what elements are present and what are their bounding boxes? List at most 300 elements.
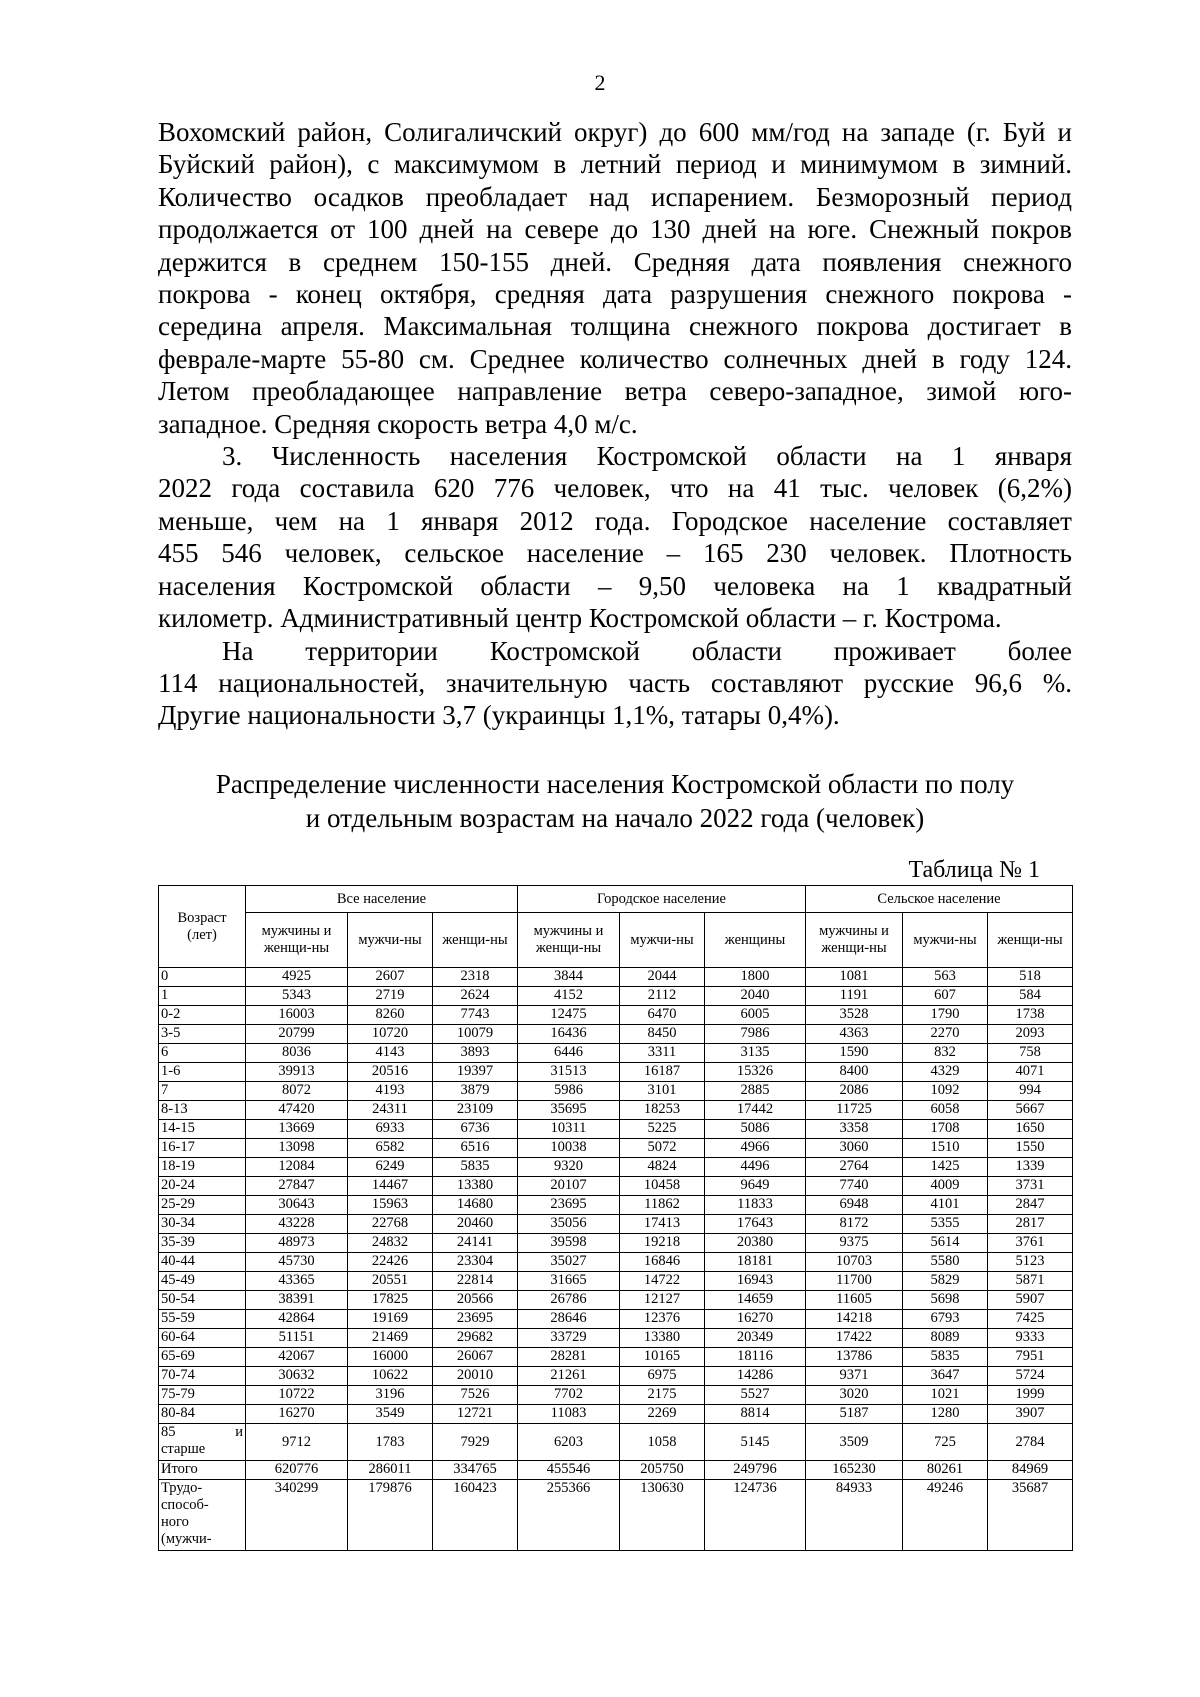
value-cell: 11083 xyxy=(518,1405,620,1424)
value-cell: 3647 xyxy=(903,1367,988,1386)
total-row xyxy=(159,1461,1073,1480)
value-cell: 24311 xyxy=(348,1101,433,1120)
value-cell: 5123 xyxy=(988,1253,1073,1272)
sub-header: мужчины и женщи-ны xyxy=(518,913,620,968)
value-cell: 4496 xyxy=(705,1158,806,1177)
value-cell: 2086 xyxy=(806,1082,903,1101)
value-cell: 3907 xyxy=(988,1405,1073,1424)
value-cell: 20460 xyxy=(433,1215,518,1234)
value-cell: 2607 xyxy=(348,968,433,987)
value-cell: 6005 xyxy=(705,1006,806,1025)
value-cell: 2719 xyxy=(348,987,433,1006)
table-row xyxy=(159,1310,1073,1329)
value-cell: 10720 xyxy=(348,1025,433,1044)
value-cell: 10622 xyxy=(348,1367,433,1386)
value-cell: 758 xyxy=(988,1044,1073,1063)
age-header: Возраст (лет) xyxy=(159,886,246,968)
value-cell: 4363 xyxy=(806,1025,903,1044)
value-cell: 9333 xyxy=(988,1329,1073,1348)
value-cell: 994 xyxy=(988,1082,1073,1101)
value-cell: 21261 xyxy=(518,1367,620,1386)
table-row xyxy=(159,1253,1073,1272)
value-cell: 30632 xyxy=(246,1367,348,1386)
value-cell: 42864 xyxy=(246,1310,348,1329)
table-body xyxy=(159,968,1073,1551)
value-cell: 1800 xyxy=(705,968,806,987)
value-cell: 8450 xyxy=(620,1025,705,1044)
value-cell: 22814 xyxy=(433,1272,518,1291)
value-cell: 1999 xyxy=(988,1386,1073,1405)
value-cell: 11725 xyxy=(806,1101,903,1120)
value-cell: 80261 xyxy=(903,1461,988,1480)
value-cell: 3731 xyxy=(988,1177,1073,1196)
value-cell: 2044 xyxy=(620,968,705,987)
age-cell: 30-34 xyxy=(159,1215,246,1234)
age-cell: 60-64 xyxy=(159,1329,246,1348)
value-cell: 18116 xyxy=(705,1348,806,1367)
text-line: 455 546 человек, сельское население – 165 230 человек. Плотность xyxy=(158,538,1072,569)
value-cell: 51151 xyxy=(246,1329,348,1348)
table-caption xyxy=(0,767,1200,835)
age-cell: 6 xyxy=(159,1044,246,1063)
value-cell: 23695 xyxy=(433,1310,518,1329)
value-cell: 8172 xyxy=(806,1215,903,1234)
value-cell: 2093 xyxy=(988,1025,1073,1044)
value-cell: 584 xyxy=(988,987,1073,1006)
value-cell: 14680 xyxy=(433,1196,518,1215)
table-row xyxy=(159,1367,1073,1386)
value-cell: 84933 xyxy=(806,1480,903,1551)
value-cell: 5187 xyxy=(806,1405,903,1424)
sub-header: мужчи-ны xyxy=(903,913,988,968)
page-number: 2 xyxy=(594,70,606,95)
text-line: феврале-марте 55-80 см. Среднее количество солнечных дней в году 124. xyxy=(158,343,1072,374)
value-cell: 16003 xyxy=(246,1006,348,1025)
value-cell: 16187 xyxy=(620,1063,705,1082)
table-row xyxy=(159,1291,1073,1310)
value-cell: 3509 xyxy=(806,1424,903,1461)
value-cell: 5355 xyxy=(903,1215,988,1234)
value-cell: 6249 xyxy=(348,1158,433,1177)
value-cell: 14467 xyxy=(348,1177,433,1196)
value-cell: 43228 xyxy=(246,1215,348,1234)
value-cell: 23304 xyxy=(433,1253,518,1272)
value-cell: 5086 xyxy=(705,1120,806,1139)
value-cell: 12475 xyxy=(518,1006,620,1025)
value-cell: 1550 xyxy=(988,1139,1073,1158)
age-cell: 50-54 xyxy=(159,1291,246,1310)
value-cell: 7702 xyxy=(518,1386,620,1405)
value-cell: 334765 xyxy=(433,1461,518,1480)
value-cell: 2040 xyxy=(705,987,806,1006)
value-cell: 13380 xyxy=(433,1177,518,1196)
value-cell: 48973 xyxy=(246,1234,348,1253)
value-cell: 5580 xyxy=(903,1253,988,1272)
value-cell: 20566 xyxy=(433,1291,518,1310)
value-cell: 17413 xyxy=(620,1215,705,1234)
value-cell: 7425 xyxy=(988,1310,1073,1329)
value-cell: 16436 xyxy=(518,1025,620,1044)
text-line: Другие национальности 3,7 (украинцы 1,1%, татары 0,4%). xyxy=(158,700,840,731)
value-cell: 18181 xyxy=(705,1253,806,1272)
value-cell: 2885 xyxy=(705,1082,806,1101)
body-text xyxy=(158,116,1072,732)
table-row xyxy=(159,1101,1073,1120)
value-cell: 7526 xyxy=(433,1386,518,1405)
value-cell: 2112 xyxy=(620,987,705,1006)
value-cell: 10703 xyxy=(806,1253,903,1272)
age-cell xyxy=(159,1424,246,1461)
value-cell: 3879 xyxy=(433,1082,518,1101)
table-caption-line: Распределение численности населения Костромской области по полу xyxy=(215,769,1015,799)
table-row xyxy=(159,1348,1073,1367)
table-row xyxy=(159,1272,1073,1291)
value-cell: 14659 xyxy=(705,1291,806,1310)
value-cell: 3101 xyxy=(620,1082,705,1101)
value-cell: 5343 xyxy=(246,987,348,1006)
value-cell: 20516 xyxy=(348,1063,433,1082)
age-cell: 25-29 xyxy=(159,1196,246,1215)
value-cell: 10722 xyxy=(246,1386,348,1405)
value-cell: 4143 xyxy=(348,1044,433,1063)
value-cell: 6933 xyxy=(348,1120,433,1139)
value-cell: 10079 xyxy=(433,1025,518,1044)
value-cell: 23695 xyxy=(518,1196,620,1215)
table-row xyxy=(159,1158,1073,1177)
value-cell: 20349 xyxy=(705,1329,806,1348)
table-row xyxy=(159,1234,1073,1253)
age-label-line: ного xyxy=(161,1514,189,1530)
value-cell: 18253 xyxy=(620,1101,705,1120)
value-cell: 5698 xyxy=(903,1291,988,1310)
value-cell: 160423 xyxy=(433,1480,518,1551)
value-cell: 3358 xyxy=(806,1120,903,1139)
value-cell: 20010 xyxy=(433,1367,518,1386)
value-cell: 10458 xyxy=(620,1177,705,1196)
value-cell: 832 xyxy=(903,1044,988,1063)
value-cell: 5145 xyxy=(705,1424,806,1461)
value-cell: 1738 xyxy=(988,1006,1073,1025)
table-row xyxy=(159,1215,1073,1234)
age-label-part: и xyxy=(235,1424,243,1440)
group-header: Все население xyxy=(246,886,518,913)
table-row xyxy=(159,1329,1073,1348)
table-row xyxy=(159,1044,1073,1063)
value-cell: 11605 xyxy=(806,1291,903,1310)
value-cell: 17442 xyxy=(705,1101,806,1120)
value-cell: 4824 xyxy=(620,1158,705,1177)
value-cell: 45730 xyxy=(246,1253,348,1272)
value-cell: 6736 xyxy=(433,1120,518,1139)
text-line: меньше, чем на 1 января 2012 года. Городское население составляет xyxy=(158,505,1072,536)
value-cell: 5614 xyxy=(903,1234,988,1253)
value-cell: 22768 xyxy=(348,1215,433,1234)
age-label-part: 85 xyxy=(161,1424,176,1440)
text-line: покрова - конец октября, средняя дата разрушения снежного покрова - xyxy=(158,279,1072,310)
value-cell: 607 xyxy=(903,987,988,1006)
age-cell: 75-79 xyxy=(159,1386,246,1405)
text-line: Вохомский район, Солигаличский округ) до 600 мм/год на западе (г. Буй и xyxy=(158,117,1072,147)
paragraph-population xyxy=(158,440,1072,634)
value-cell: 518 xyxy=(988,968,1073,987)
working-age-row xyxy=(159,1480,1073,1551)
value-cell: 6516 xyxy=(433,1139,518,1158)
value-cell: 22426 xyxy=(348,1253,433,1272)
age-cell: Итого xyxy=(159,1461,246,1480)
value-cell: 35695 xyxy=(518,1101,620,1120)
age-cell: 45-49 xyxy=(159,1272,246,1291)
sub-header: женщины xyxy=(705,913,806,968)
age-cell: 40-44 xyxy=(159,1253,246,1272)
value-cell: 5986 xyxy=(518,1082,620,1101)
value-cell: 1081 xyxy=(806,968,903,987)
value-cell: 14722 xyxy=(620,1272,705,1291)
value-cell: 9375 xyxy=(806,1234,903,1253)
paragraph-nationalities xyxy=(158,635,1072,732)
value-cell: 31665 xyxy=(518,1272,620,1291)
value-cell: 130630 xyxy=(620,1480,705,1551)
value-cell: 5527 xyxy=(705,1386,806,1405)
value-cell: 455546 xyxy=(518,1461,620,1480)
value-cell: 1650 xyxy=(988,1120,1073,1139)
value-cell: 4966 xyxy=(705,1139,806,1158)
value-cell: 2270 xyxy=(903,1025,988,1044)
age-cell: 35-39 xyxy=(159,1234,246,1253)
age-cell: 16-17 xyxy=(159,1139,246,1158)
sub-header: женщи-ны xyxy=(988,913,1073,968)
value-cell: 8260 xyxy=(348,1006,433,1025)
value-cell: 6203 xyxy=(518,1424,620,1461)
value-cell: 11833 xyxy=(705,1196,806,1215)
value-cell: 3844 xyxy=(518,968,620,987)
table-row xyxy=(159,1139,1073,1158)
value-cell: 26067 xyxy=(433,1348,518,1367)
value-cell: 1280 xyxy=(903,1405,988,1424)
value-cell: 1021 xyxy=(903,1386,988,1405)
value-cell: 9712 xyxy=(246,1424,348,1461)
value-cell: 7740 xyxy=(806,1177,903,1196)
value-cell: 620776 xyxy=(246,1461,348,1480)
value-cell: 31513 xyxy=(518,1063,620,1082)
value-cell: 12084 xyxy=(246,1158,348,1177)
value-cell: 6975 xyxy=(620,1367,705,1386)
age-label-line: (мужчи- xyxy=(161,1531,212,1547)
value-cell: 24141 xyxy=(433,1234,518,1253)
age-cell xyxy=(159,1480,246,1551)
age-cell: 18-19 xyxy=(159,1158,246,1177)
value-cell: 27847 xyxy=(246,1177,348,1196)
value-cell: 12721 xyxy=(433,1405,518,1424)
value-cell: 2764 xyxy=(806,1158,903,1177)
paragraph-climate xyxy=(158,116,1072,440)
value-cell: 24832 xyxy=(348,1234,433,1253)
value-cell: 9371 xyxy=(806,1367,903,1386)
value-cell: 10038 xyxy=(518,1139,620,1158)
value-cell: 17643 xyxy=(705,1215,806,1234)
age-cell: 20-24 xyxy=(159,1177,246,1196)
text-line: населения Костромской области – 9,50 человека на 1 квадратный xyxy=(158,570,1072,601)
value-cell: 26786 xyxy=(518,1291,620,1310)
text-line: 2022 года составила 620 776 человек, что на 41 тыс. человек (6,2%) xyxy=(158,473,1072,504)
value-cell: 19169 xyxy=(348,1310,433,1329)
age-cell: 0 xyxy=(159,968,246,987)
value-cell: 21469 xyxy=(348,1329,433,1348)
value-cell: 1339 xyxy=(988,1158,1073,1177)
table-label: Таблица № 1 xyxy=(908,857,1040,883)
value-cell: 1790 xyxy=(903,1006,988,1025)
value-cell: 1425 xyxy=(903,1158,988,1177)
value-cell: 2624 xyxy=(433,987,518,1006)
value-cell: 13669 xyxy=(246,1120,348,1139)
value-cell: 5667 xyxy=(988,1101,1073,1120)
value-cell: 2784 xyxy=(988,1424,1073,1461)
value-cell: 179876 xyxy=(348,1480,433,1551)
value-cell: 6446 xyxy=(518,1044,620,1063)
value-cell: 39913 xyxy=(246,1063,348,1082)
value-cell: 38391 xyxy=(246,1291,348,1310)
value-cell: 205750 xyxy=(620,1461,705,1480)
group-header: Городское население xyxy=(518,886,806,913)
text-line: 3. Численность населения Костромской области на 1 января xyxy=(222,441,1072,472)
value-cell: 3196 xyxy=(348,1386,433,1405)
value-cell: 3311 xyxy=(620,1044,705,1063)
value-cell: 35027 xyxy=(518,1253,620,1272)
value-cell: 12127 xyxy=(620,1291,705,1310)
sub-header: женщи-ны xyxy=(433,913,518,968)
value-cell: 11862 xyxy=(620,1196,705,1215)
value-cell: 5907 xyxy=(988,1291,1073,1310)
value-cell: 5835 xyxy=(433,1158,518,1177)
sub-header: мужчи-ны xyxy=(620,913,705,968)
text-line: Количество осадков преобладает над испарением. Безморозный период xyxy=(158,181,1072,212)
table-row xyxy=(159,968,1073,987)
value-cell: 13098 xyxy=(246,1139,348,1158)
value-cell: 3761 xyxy=(988,1234,1073,1253)
table-row xyxy=(159,1177,1073,1196)
value-cell: 49246 xyxy=(903,1480,988,1551)
text-line: Летом преобладающее направление ветра северо-западное, зимой юго- xyxy=(158,376,1072,407)
value-cell: 4329 xyxy=(903,1063,988,1082)
value-cell: 9649 xyxy=(705,1177,806,1196)
value-cell: 10311 xyxy=(518,1120,620,1139)
value-cell: 4925 xyxy=(246,968,348,987)
value-cell: 13380 xyxy=(620,1329,705,1348)
value-cell: 20107 xyxy=(518,1177,620,1196)
value-cell: 725 xyxy=(903,1424,988,1461)
age-cell: 8-13 xyxy=(159,1101,246,1120)
value-cell: 4193 xyxy=(348,1082,433,1101)
value-cell: 340299 xyxy=(246,1480,348,1551)
value-cell: 4152 xyxy=(518,987,620,1006)
value-cell: 3020 xyxy=(806,1386,903,1405)
table-sub-header-row xyxy=(159,913,1073,968)
value-cell: 15326 xyxy=(705,1063,806,1082)
value-cell: 1092 xyxy=(903,1082,988,1101)
value-cell: 14218 xyxy=(806,1310,903,1329)
value-cell: 286011 xyxy=(348,1461,433,1480)
value-cell: 6793 xyxy=(903,1310,988,1329)
value-cell: 39598 xyxy=(518,1234,620,1253)
value-cell: 6582 xyxy=(348,1139,433,1158)
value-cell: 23109 xyxy=(433,1101,518,1120)
age-label-part: старше xyxy=(161,1441,206,1457)
age-cell: 14-15 xyxy=(159,1120,246,1139)
value-cell: 6058 xyxy=(903,1101,988,1120)
text-line: 114 национальностей, значительную часть составляют русские 96,6 %. xyxy=(158,667,1072,698)
value-cell: 7743 xyxy=(433,1006,518,1025)
value-cell: 3893 xyxy=(433,1044,518,1063)
value-cell: 6948 xyxy=(806,1196,903,1215)
value-cell: 17422 xyxy=(806,1329,903,1348)
text-line: западное. Средняя скорость ветра 4,0 м/с. xyxy=(158,408,638,439)
text-line: продолжается от 100 дней на севере до 130 дней на юге. Снежный покров xyxy=(158,214,1072,245)
value-cell: 16270 xyxy=(246,1405,348,1424)
value-cell: 35687 xyxy=(988,1480,1073,1551)
value-cell: 7986 xyxy=(705,1025,806,1044)
value-cell: 3060 xyxy=(806,1139,903,1158)
table-row xyxy=(159,1424,1073,1461)
value-cell: 47420 xyxy=(246,1101,348,1120)
value-cell: 1510 xyxy=(903,1139,988,1158)
value-cell: 1191 xyxy=(806,987,903,1006)
value-cell: 3549 xyxy=(348,1405,433,1424)
age-cell: 70-74 xyxy=(159,1367,246,1386)
value-cell: 8400 xyxy=(806,1063,903,1082)
value-cell: 1590 xyxy=(806,1044,903,1063)
value-cell: 5072 xyxy=(620,1139,705,1158)
table-row xyxy=(159,1006,1073,1025)
value-cell: 20380 xyxy=(705,1234,806,1253)
age-label-line: способ- xyxy=(161,1497,209,1513)
value-cell: 1058 xyxy=(620,1424,705,1461)
value-cell: 4009 xyxy=(903,1177,988,1196)
text-line: середина апреля. Максимальная толщина снежного покрова достигает в xyxy=(158,311,1072,342)
text-line: держится в среднем 150-155 дней. Средняя дата появления снежного xyxy=(158,246,1072,277)
age-cell: 1-6 xyxy=(159,1063,246,1082)
value-cell: 17825 xyxy=(348,1291,433,1310)
table-row xyxy=(159,1082,1073,1101)
age-cell: 55-59 xyxy=(159,1310,246,1329)
value-cell: 5835 xyxy=(903,1348,988,1367)
table-row xyxy=(159,1063,1073,1082)
table-group-header-row xyxy=(159,886,1073,913)
value-cell: 28646 xyxy=(518,1310,620,1329)
value-cell: 124736 xyxy=(705,1480,806,1551)
value-cell: 2817 xyxy=(988,1215,1073,1234)
age-cell: 65-69 xyxy=(159,1348,246,1367)
value-cell: 8814 xyxy=(705,1405,806,1424)
value-cell: 2175 xyxy=(620,1386,705,1405)
table-caption-line: и отдельным возрастам на начало 2022 года (человек) xyxy=(305,803,925,833)
value-cell: 35056 xyxy=(518,1215,620,1234)
value-cell: 19218 xyxy=(620,1234,705,1253)
value-cell: 8089 xyxy=(903,1329,988,1348)
table-row xyxy=(159,1120,1073,1139)
age-cell: 7 xyxy=(159,1082,246,1101)
value-cell: 2318 xyxy=(433,968,518,987)
value-cell: 2847 xyxy=(988,1196,1073,1215)
value-cell: 1783 xyxy=(348,1424,433,1461)
value-cell: 249796 xyxy=(705,1461,806,1480)
sub-header: мужчины и женщи-ны xyxy=(246,913,348,968)
value-cell: 8072 xyxy=(246,1082,348,1101)
value-cell: 5225 xyxy=(620,1120,705,1139)
value-cell: 5724 xyxy=(988,1367,1073,1386)
value-cell: 16270 xyxy=(705,1310,806,1329)
age-cell: 0-2 xyxy=(159,1006,246,1025)
value-cell: 255366 xyxy=(518,1480,620,1551)
text-line: Буйский район), с максимумом в летний период и минимумом в зимний. xyxy=(158,149,1072,180)
